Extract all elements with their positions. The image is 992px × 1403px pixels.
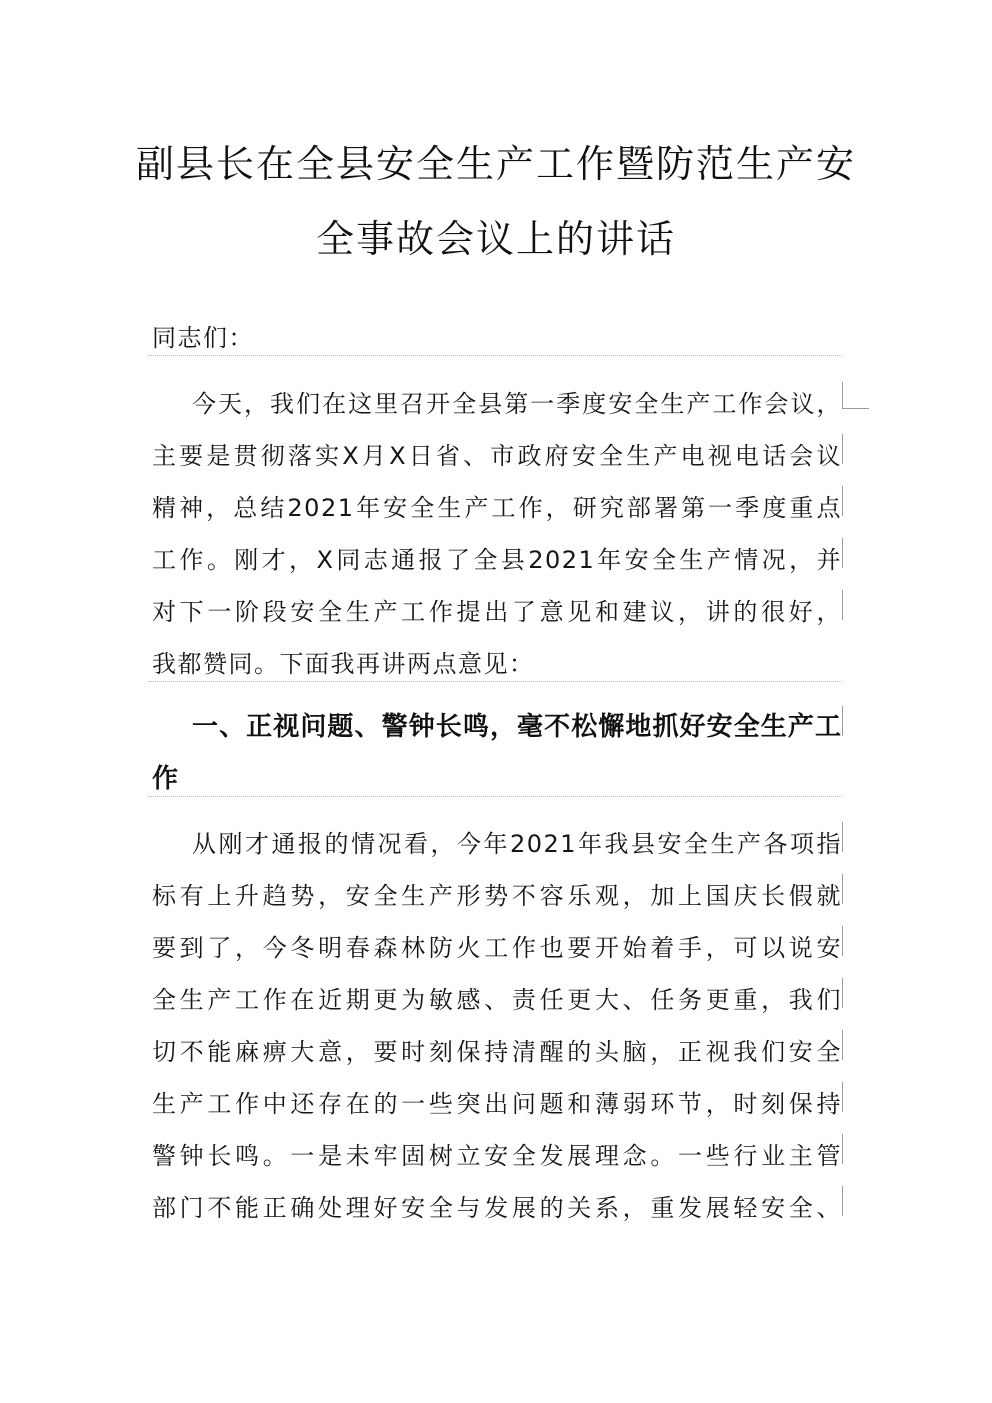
paragraph-1-line-1: 今天，我们在这里召开全县第一季度安全生产工作会议， — [192, 390, 842, 418]
margin-mark — [842, 486, 843, 516]
margin-mark — [842, 1082, 843, 1112]
margin-mark — [842, 1030, 843, 1060]
paragraph-divider — [148, 355, 842, 356]
paragraph-2-line-4: 全生产工作在近期更为敏感、责任更大、任务更重，我们 — [152, 986, 842, 1014]
margin-mark — [842, 874, 843, 904]
paragraph-2-line-8: 部门不能正确处理好安全与发展的关系，重发展轻安全、 — [152, 1194, 842, 1222]
paragraph-1-line-5: 对下一阶段安全生产工作提出了意见和建议，讲的很好， — [152, 598, 842, 626]
paragraph-1-line-6: 我都赞同。下面我再讲两点意见： — [152, 650, 535, 678]
paragraph-2-line-2: 标有上升趋势，安全生产形势不容乐观，加上国庆长假就 — [152, 882, 842, 910]
paragraph-divider — [148, 796, 842, 797]
margin-corner-mark — [842, 382, 869, 409]
paragraph-divider — [148, 681, 842, 682]
margin-mark — [842, 1186, 843, 1216]
margin-mark — [842, 1134, 843, 1164]
paragraph-2-line-6: 生产工作中还存在的一些突出问题和薄弱环节，时刻保持 — [152, 1090, 842, 1118]
margin-mark — [842, 434, 843, 464]
section-heading-1-line-1: 一、正视问题、警钟长鸣，毫不松懈地抓好安全生产工 — [192, 712, 842, 742]
paragraph-2-line-7: 警钟长鸣。一是未牢固树立安全发展理念。一些行业主管 — [152, 1142, 842, 1170]
paragraph-1-line-2: 主要是贯彻落实X月X日省、市政府安全生产电视电话会议 — [152, 442, 842, 470]
document-title-line-2: 全事故会议上的讲话 — [315, 217, 676, 261]
paragraph-2-line-3: 要到了，今冬明春森林防火工作也要开始着手，可以说安 — [152, 934, 842, 962]
margin-mark — [842, 706, 843, 736]
margin-mark — [842, 926, 843, 956]
paragraph-2-line-5: 切不能麻痹大意，要时刻保持清醒的头脑，正视我们安全 — [152, 1038, 842, 1066]
paragraph-1-line-3: 精神，总结2021年安全生产工作，研究部署第一季度重点 — [152, 494, 842, 522]
paragraph-2-line-1: 从刚才通报的情况看，今年2021年我县安全生产各项指 — [192, 830, 842, 858]
margin-mark — [842, 822, 843, 852]
section-heading-1-line-2: 作 — [152, 764, 180, 794]
margin-mark — [842, 590, 843, 620]
paragraph-1-line-4: 工作。刚才，X同志通报了全县2021年安全生产情况，并 — [152, 546, 842, 574]
margin-mark — [842, 978, 843, 1008]
margin-mark — [842, 538, 843, 568]
salutation: 同志们： — [152, 324, 254, 352]
document-title-line-1: 副县长在全县安全生产工作暨防范生产安 — [135, 142, 856, 186]
